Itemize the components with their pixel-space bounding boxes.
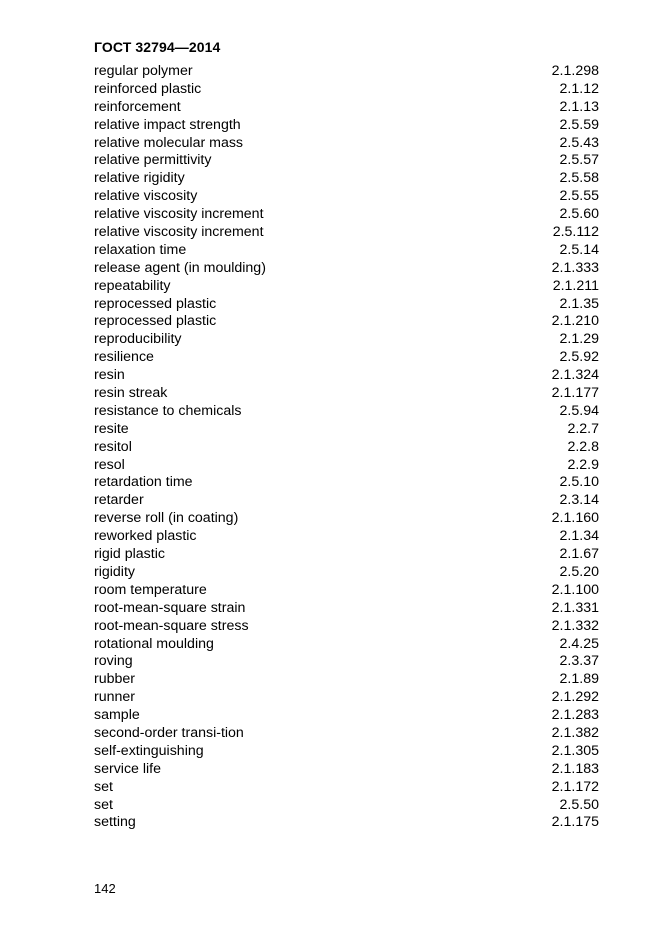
index-term: resol	[94, 456, 125, 473]
index-entry	[94, 814, 599, 832]
index-term: relative impact strength	[94, 116, 241, 133]
index-term: reprocessed plastic	[94, 313, 217, 330]
index-term: roving	[94, 653, 133, 670]
index-entry	[94, 779, 599, 797]
index-entry	[94, 474, 599, 492]
index-reference: 2.2.7	[567, 420, 599, 437]
index-reference: 2.1.331	[551, 599, 599, 616]
index-list	[94, 63, 599, 832]
index-reference: 2.5.14	[559, 241, 599, 258]
index-term: setting	[94, 814, 136, 831]
index-reference: 2.5.92	[559, 349, 599, 366]
index-reference: 2.1.29	[559, 331, 599, 348]
index-reference: 2.1.34	[559, 528, 599, 545]
index-term: rotational moulding	[94, 635, 214, 652]
index-entry	[94, 188, 599, 206]
index-entry	[94, 421, 599, 439]
index-term: set	[94, 778, 113, 795]
index-reference: 2.1.13	[559, 98, 599, 115]
index-term: relative permittivity	[94, 152, 212, 169]
index-term: retardation time	[94, 474, 193, 491]
index-term: service life	[94, 760, 162, 777]
page-number: 142	[94, 881, 116, 896]
index-term: root-mean-square strain	[94, 599, 246, 616]
index-term: resin	[94, 367, 125, 384]
index-entry	[94, 725, 599, 743]
index-entry	[94, 797, 599, 815]
index-term: relative rigidity	[94, 170, 185, 187]
index-reference: 2.1.333	[551, 259, 599, 276]
index-reference: 2.1.210	[551, 313, 599, 330]
index-reference: 2.3.37	[559, 653, 599, 670]
index-term: release agent (in moulding)	[94, 259, 266, 276]
index-reference: 2.5.57	[559, 152, 599, 169]
index-term: sample	[94, 707, 140, 724]
index-reference: 2.1.298	[551, 63, 599, 79]
index-term: reinforced plastic	[94, 80, 202, 97]
index-reference: 2.1.283	[551, 707, 599, 724]
index-term: resitol	[94, 438, 132, 455]
index-entry	[94, 439, 599, 457]
index-reference: 2.1.292	[551, 689, 599, 706]
index-reference: 2.1.35	[559, 295, 599, 312]
index-reference: 2.5.58	[559, 170, 599, 187]
index-entry	[94, 582, 599, 600]
index-entry	[94, 296, 599, 314]
index-entry	[94, 81, 599, 99]
index-entry	[94, 313, 599, 331]
index-entry	[94, 707, 599, 725]
index-entry	[94, 564, 599, 582]
page-title: ГОСТ 32794—2014	[94, 39, 221, 55]
index-entry	[94, 260, 599, 278]
index-entry	[94, 403, 599, 421]
index-reference: 2.4.25	[559, 635, 599, 652]
index-reference: 2.1.160	[551, 510, 599, 527]
index-term: reverse roll (in coating)	[94, 510, 239, 527]
index-entry	[94, 278, 599, 296]
index-reference: 2.1.382	[551, 724, 599, 741]
index-entry	[94, 117, 599, 135]
index-entry	[94, 63, 599, 81]
index-reference: 2.1.324	[551, 367, 599, 384]
index-term: relative viscosity	[94, 188, 198, 205]
index-term: root-mean-square stress	[94, 617, 249, 634]
index-term: rigidity	[94, 563, 135, 580]
index-reference: 2.1.177	[551, 385, 599, 402]
index-entry	[94, 367, 599, 385]
index-reference: 2.1.89	[559, 671, 599, 688]
index-reference: 2.5.112	[552, 224, 599, 241]
index-entry	[94, 689, 599, 707]
index-entry	[94, 528, 599, 546]
index-entry	[94, 510, 599, 528]
index-term: resilience	[94, 349, 154, 366]
index-entry	[94, 618, 599, 636]
index-term: reprocessed plastic	[94, 295, 217, 312]
index-term: reinforcement	[94, 98, 181, 115]
index-term: relative viscosity increment	[94, 206, 264, 223]
index-entry	[94, 170, 599, 188]
index-reference: 2.5.10	[559, 474, 599, 491]
index-reference: 2.2.9	[567, 456, 599, 473]
index-reference: 2.5.20	[559, 563, 599, 580]
index-term: resin streak	[94, 385, 168, 402]
index-term: resite	[94, 420, 129, 437]
index-reference: 2.1.12	[559, 80, 599, 97]
index-term: reproducibility	[94, 331, 182, 348]
index-reference: 2.1.183	[551, 760, 599, 777]
index-reference: 2.5.94	[559, 402, 599, 419]
index-entry	[94, 600, 599, 618]
index-reference: 2.1.175	[551, 814, 599, 831]
index-term: rubber	[94, 671, 136, 688]
index-term: runner	[94, 689, 136, 706]
index-reference: 2.1.100	[551, 581, 599, 598]
index-term: retarder	[94, 492, 144, 509]
index-term: relaxation time	[94, 241, 187, 258]
index-term: reworked plastic	[94, 528, 197, 545]
index-reference: 2.1.305	[551, 742, 599, 759]
index-entry	[94, 546, 599, 564]
index-term: repeatability	[94, 277, 171, 294]
index-term: second-order transi-tion	[94, 724, 244, 741]
index-reference: 2.1.67	[559, 546, 599, 563]
index-reference: 2.5.55	[559, 188, 599, 205]
index-reference: 2.5.60	[559, 206, 599, 223]
index-entry	[94, 242, 599, 260]
index-entry	[94, 636, 599, 654]
index-entry	[94, 224, 599, 242]
index-reference: 2.2.8	[567, 438, 599, 455]
index-entry	[94, 135, 599, 153]
index-term: room temperature	[94, 581, 207, 598]
index-entry	[94, 152, 599, 170]
index-reference: 2.5.59	[559, 116, 599, 133]
index-reference: 2.5.50	[559, 796, 599, 813]
index-term: relative viscosity increment	[94, 224, 264, 241]
index-term: set	[94, 796, 113, 813]
index-reference: 2.1.172	[551, 778, 599, 795]
index-entry	[94, 99, 599, 117]
index-reference: 2.5.43	[559, 134, 599, 151]
index-reference: 2.1.332	[551, 617, 599, 634]
index-term: rigid plastic	[94, 546, 165, 563]
index-term: resistance to chemicals	[94, 402, 242, 419]
index-entry	[94, 743, 599, 761]
index-term: regular polymer	[94, 63, 193, 79]
index-entry	[94, 457, 599, 475]
index-term: relative molecular mass	[94, 134, 244, 151]
index-reference: 2.3.14	[559, 492, 599, 509]
index-entry	[94, 653, 599, 671]
index-entry	[94, 761, 599, 779]
index-reference: 2.1.211	[552, 277, 599, 294]
index-entry	[94, 349, 599, 367]
index-entry	[94, 331, 599, 349]
index-entry	[94, 671, 599, 689]
index-entry	[94, 492, 599, 510]
index-entry	[94, 206, 599, 224]
index-entry	[94, 385, 599, 403]
index-term: self-extinguishing	[94, 742, 204, 759]
